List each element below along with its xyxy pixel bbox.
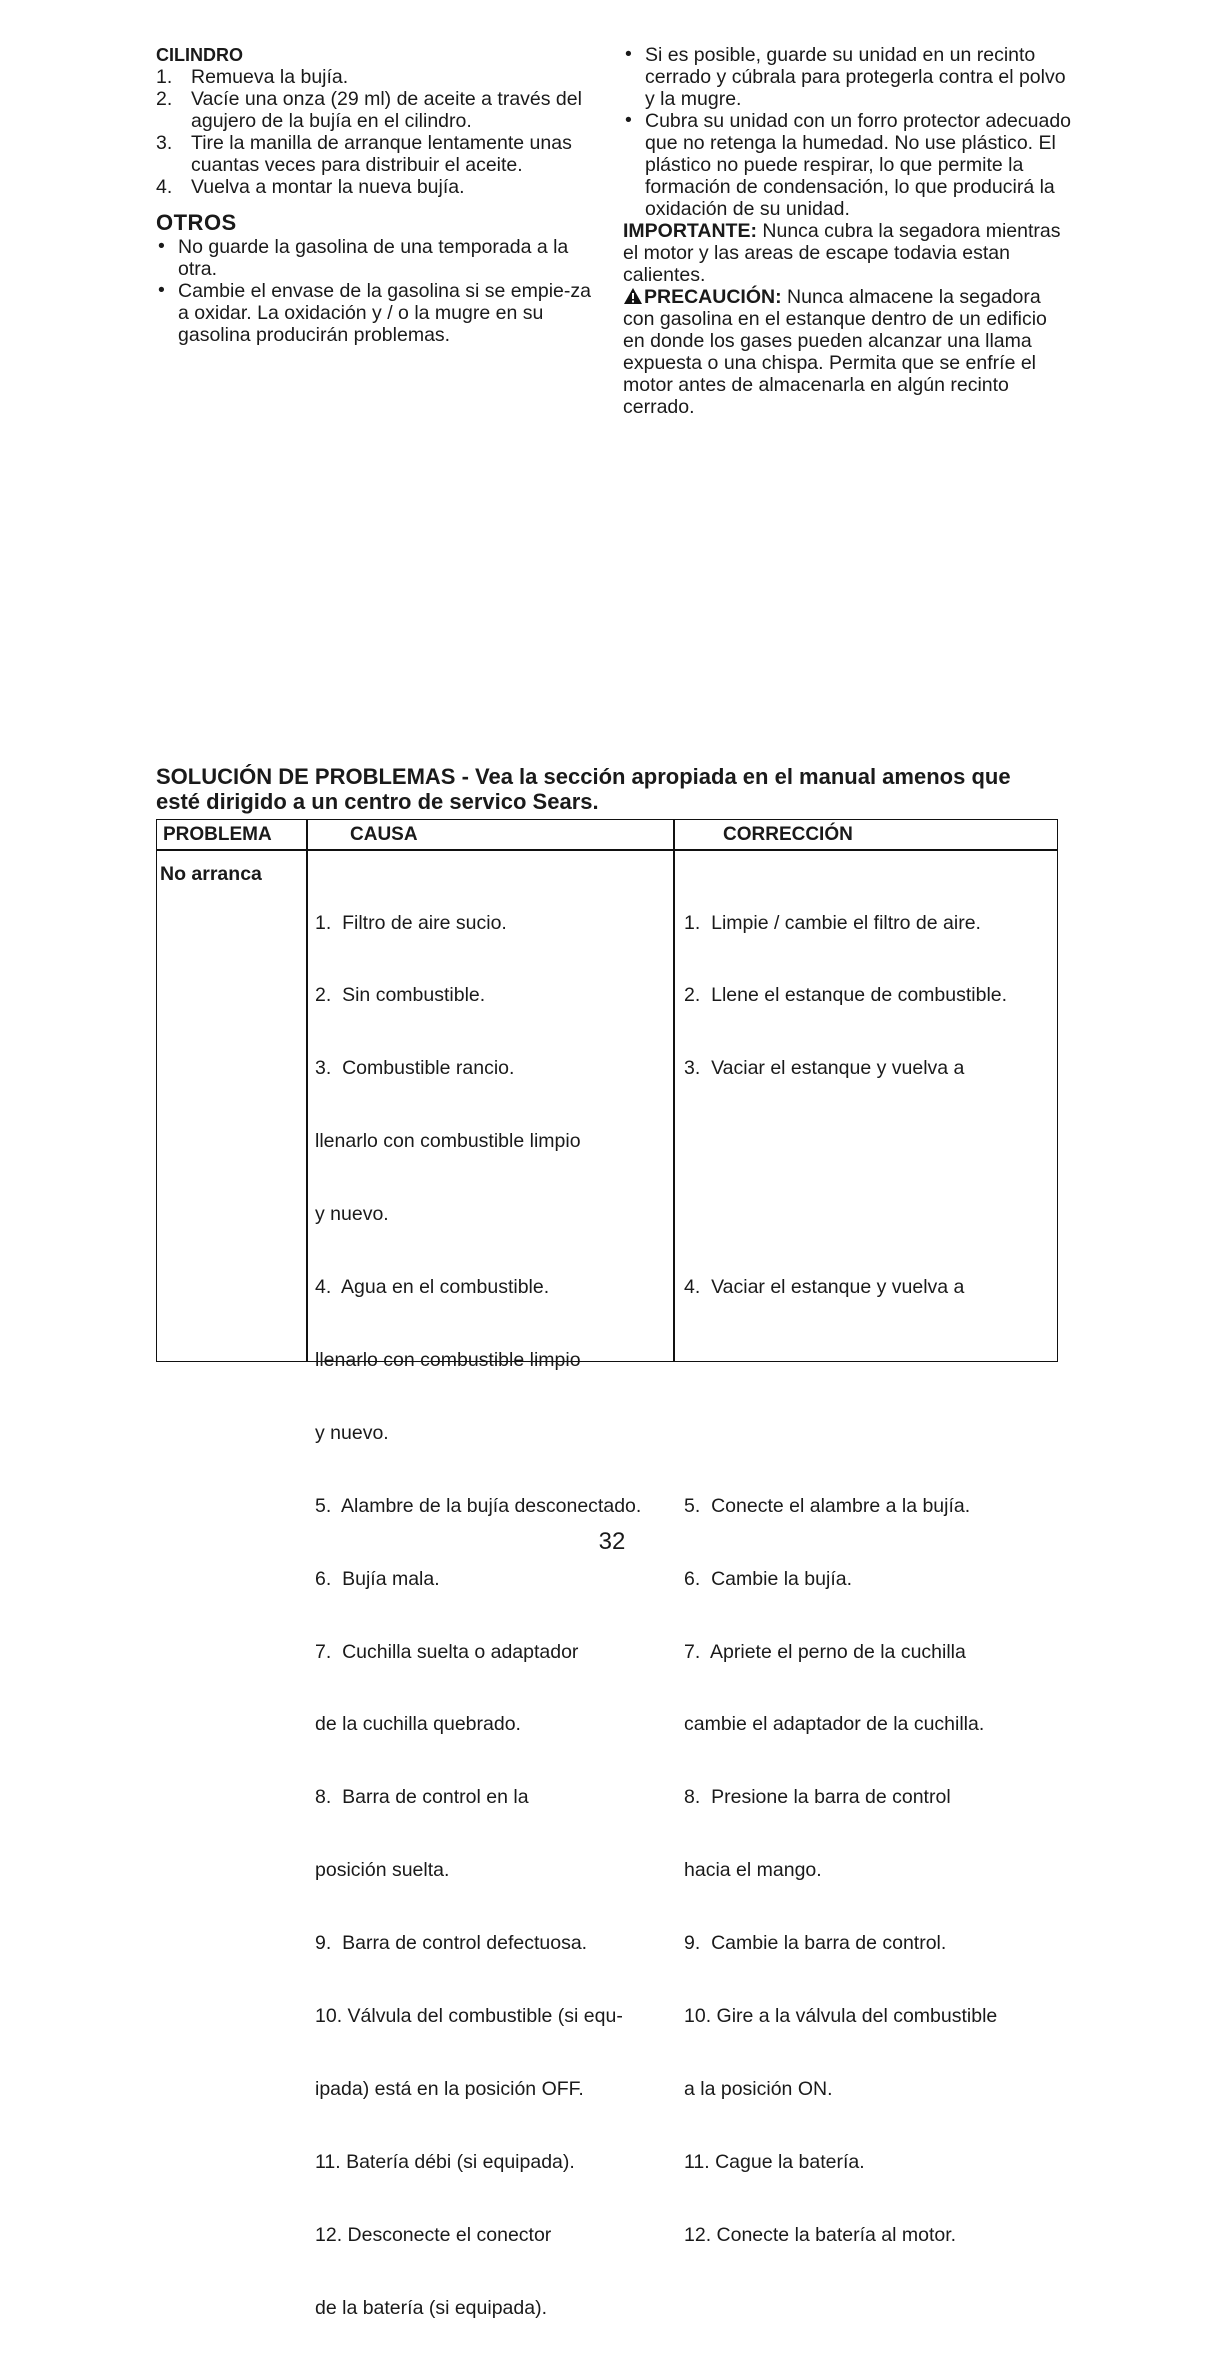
list-item: 3. Tire la manilla de arranque lentamente unas cuantas veces para distribuir el aceite. (156, 132, 572, 176)
problem-cell: No arranca (160, 863, 262, 885)
correccion-line: 7. Apriete el perno de la cuchilla (684, 1640, 966, 1663)
causa-line: 2. Sin combustible. (315, 984, 486, 1007)
causa-line: 10. Válvula del combustible (si equ- (315, 2004, 623, 2027)
header-correccion: CORRECCIÓN (723, 824, 853, 845)
correccion-line: 5. Conecte el alambre a la bujía. (684, 1494, 971, 1517)
list-item: 4. Vuelva a montar la nueva bujía. (156, 176, 465, 198)
cilindro-heading: CILINDRO (156, 45, 243, 65)
correccion-line: 10. Gire a la válvula del combustible (684, 2004, 998, 2027)
storage-bullets (623, 44, 1073, 220)
correccion-line (684, 1348, 1054, 1372)
correccion-line: 12. Conecte la batería al motor. (684, 2223, 957, 2246)
causa-line: 6. Bujía mala. (315, 1567, 440, 1590)
precaucion-note (623, 286, 1073, 418)
correccion-line: 3. Vaciar el estanque y vuelva a (684, 1057, 965, 1080)
correccion-line: cambie el adaptador de la cuchilla. (684, 1713, 985, 1736)
header-causa: CAUSA (350, 824, 418, 845)
column-divider (673, 820, 675, 1361)
otros-bullets (156, 236, 606, 346)
causa-line: de la batería (si equipada). (315, 2296, 547, 2319)
causa-line: llenarlo con combustible limpio (315, 1348, 581, 1371)
list-item: • Cambie el envase de la gasolina si se empie-za a oxidar. La oxidación y / o la mugre en su gasolina producirán problemas. (158, 279, 591, 346)
importante-label: IMPORTANTE: (623, 220, 757, 242)
correccion-line (684, 1129, 1054, 1153)
table-header-divider (157, 849, 1057, 851)
column-divider (306, 820, 308, 1361)
bullet-icon: • (158, 235, 165, 257)
causa-line: y nuevo. (315, 1203, 389, 1226)
causa-line: 12. Desconecte el conector (315, 2223, 552, 2246)
otros-heading: OTROS (156, 210, 237, 235)
causa-cell (315, 862, 670, 2368)
warning-icon (623, 287, 643, 305)
importante-note (623, 220, 1073, 286)
correccion-line (684, 1421, 1054, 1445)
correccion-cell (684, 862, 1054, 2296)
correccion-line: hacia el mango. (684, 1859, 822, 1882)
causa-line: 11. Batería débi (si equipada). (315, 2150, 575, 2173)
causa-line: 3. Combustible rancio. (315, 1057, 515, 1080)
cilindro-steps (156, 66, 606, 198)
causa-line: 5. Alambre de la bujía desconectado. (315, 1494, 642, 1517)
causa-line: 4. Agua en el combustible. (315, 1276, 550, 1299)
causa-line: posición suelta. (315, 1859, 450, 1882)
right-column (623, 44, 1073, 418)
precaucion-label: PRECAUCIÓN: (644, 286, 782, 308)
precaucion-text: Nunca almacene la segadora con gasolina en el estanque dentro de un edificio en donde los gases pueden alcanzar una llama expuesta o una chispa. Permita que se enfríe el motor antes de almacenarla en algún recinto cerrado. (623, 286, 1047, 418)
list-item: • Cubra su unidad con un forro protector adecuado que no retenga la humedad. No use plástico. El plástico no puede respirar, lo que permite la formación de condensación, lo que producirá la oxidación de su unidad. (625, 109, 1072, 220)
list-item: • Si es posible, guarde su unidad en un recinto cerrado y cúbrala para protegerla contra el polvo y la mugre. (625, 43, 1066, 110)
causa-line: llenarlo con combustible limpio (315, 1130, 581, 1153)
bullet-icon: • (625, 109, 632, 131)
importante-text: Nunca cubra la segadora mientras el motor y las areas de escape todavia estan calientes. (623, 220, 1061, 286)
list-item: • No guarde la gasolina de una temporada a la otra. (158, 235, 569, 280)
correccion-line: 4. Vaciar el estanque y vuelva a (684, 1276, 965, 1299)
causa-line: y nuevo. (315, 1421, 389, 1444)
correccion-line: 8. Presione la barra de control (684, 1786, 951, 1809)
causa-line: 1. Filtro de aire sucio. (315, 911, 507, 934)
list-item: 2. Vacíe una onza (29 ml) de aceite a través del agujero de la bujía en el cilindro. (156, 88, 582, 132)
correccion-line: 11. Cague la batería. (684, 2150, 865, 2173)
correccion-line: 2. Llene el estanque de combustible. (684, 984, 1008, 1007)
correccion-line: 6. Cambie la bujía. (684, 1567, 853, 1590)
causa-line: de la cuchilla quebrado. (315, 1713, 521, 1736)
header-problema: PROBLEMA (163, 824, 272, 845)
causa-line: ipada) está en la posición OFF. (315, 2077, 584, 2100)
causa-line: 8. Barra de control en la (315, 1786, 529, 1809)
troubleshooting-title: SOLUCIÓN DE PROBLEMAS - Vea la sección apropiada en el manual amenos que esté dirigido a un centro de servico Sears. (156, 764, 1011, 814)
correccion-line: a la posición ON. (684, 2077, 833, 2100)
page-number: 32 (598, 1528, 626, 1555)
causa-line: 7. Cuchilla suelta o adaptador (315, 1640, 579, 1663)
bullet-icon: • (625, 43, 632, 65)
correccion-line: 9. Cambie la barra de control. (684, 1932, 947, 1955)
correccion-line (684, 1202, 1054, 1226)
correccion-line: 1. Limpie / cambie el filtro de aire. (684, 911, 981, 934)
causa-line: 9. Barra de control defectuosa. (315, 1932, 588, 1955)
left-column (156, 44, 606, 346)
bullet-icon: • (158, 279, 165, 301)
list-item: 1. Remueva la bujía. (156, 66, 349, 88)
